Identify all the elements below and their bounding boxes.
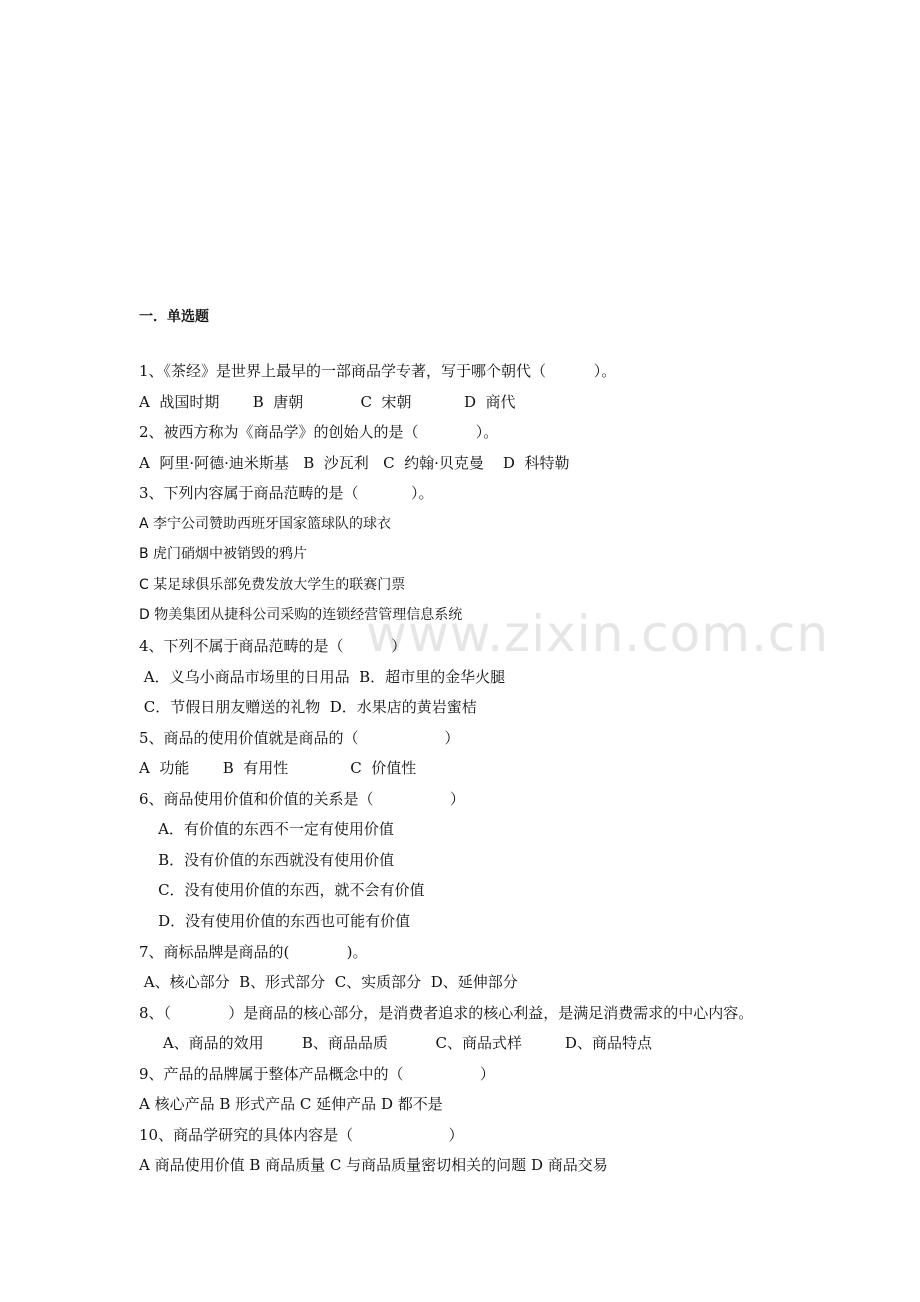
question-9: 9、产品的品牌属于整体产品概念中的（ ） <box>139 1065 495 1083</box>
option-3a: A 李宁公司赞助西班牙国家篮球队的球衣 <box>139 516 392 532</box>
option-3c: C 某足球俱乐部免费发放大学生的联赛门票 <box>139 577 406 593</box>
question-3: 3、下列内容属于商品范畴的是（ ）。 <box>139 484 434 502</box>
options-4ab: A．义乌小商品市场里的日用品 B．超市里的金华火腿 <box>139 668 506 686</box>
question-10: 10、商品学研究的具体内容是（ ） <box>139 1126 464 1144</box>
option-3b: B 虎门硝烟中被销毁的鸦片 <box>139 546 308 562</box>
question-7: 7、商标品牌是商品的( )。 <box>139 943 368 961</box>
question-5: 5、商品的使用价值就是商品的（ ） <box>139 729 460 747</box>
option-6c: C．没有使用价值的东西，就不会有价值 <box>139 881 425 899</box>
options-2: A 阿里·阿德·迪米斯基 B 沙瓦利 C 约翰·贝克曼 D 科特勒 <box>139 454 570 472</box>
section-title: 一．单选题 <box>139 309 209 325</box>
options-9: A 核心产品 B 形式产品 C 延伸产品 D 都不是 <box>139 1095 443 1113</box>
watermark: www.zixin.com.cn <box>366 605 830 663</box>
question-4: 4、下列不属于商品范畴的是（ ） <box>139 637 407 655</box>
options-5: A 功能 B 有用性 C 价值性 <box>139 759 417 777</box>
question-8: 8、（ ）是商品的核心部分，是消费者追求的核心利益，是满足消费需求的中心内容。 <box>139 1004 754 1022</box>
option-6d: D．没有使用价值的东西也可能有价值 <box>139 912 411 930</box>
options-7: A、核心部分 B、形式部分 C、实质部分 D、延伸部分 <box>139 973 518 991</box>
question-1: 1、《茶经》是世界上最早的一部商品学专著，写于哪个朝代（ ）。 <box>139 362 617 380</box>
option-6b: B．没有价值的东西就没有使用价值 <box>139 851 395 869</box>
options-4cd: C．节假日朋友赠送的礼物 D．水果店的黄岩蜜桔 <box>139 698 477 716</box>
option-6a: A．有价值的东西不一定有使用价值 <box>139 820 394 838</box>
options-10: A 商品使用价值 B 商品质量 C 与商品质量密切相关的问题 D 商品交易 <box>139 1156 608 1174</box>
options-1: A 战国时期 B 唐朝 C 宋朝 D 商代 <box>139 393 516 411</box>
option-3d: D 物美集团从捷科公司采购的连锁经营管理信息系统 <box>139 607 463 623</box>
question-6: 6、商品使用价值和价值的关系是（ ） <box>139 790 465 808</box>
options-8: A、商品的效用 B、商品品质 C、商品式样 D、商品特点 <box>139 1034 652 1052</box>
question-2: 2、被西方称为《商品学》的创始人的是（ ）。 <box>139 423 499 441</box>
